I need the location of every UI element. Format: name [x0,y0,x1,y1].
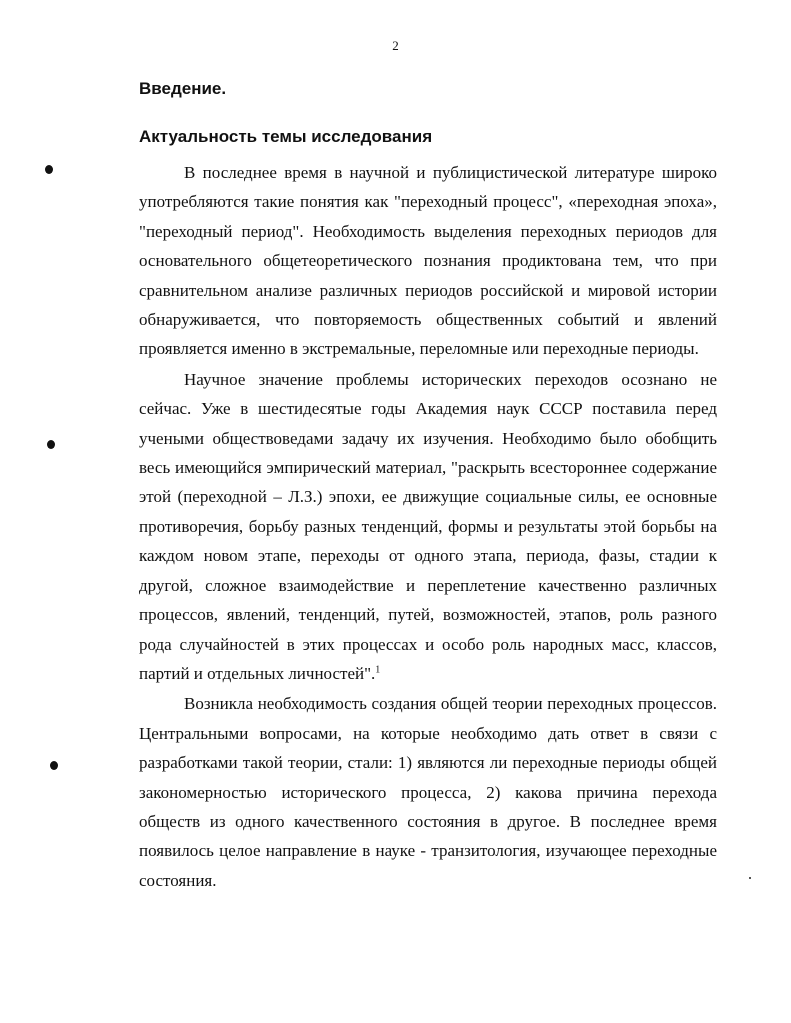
document-body [139,158,717,896]
paragraph-1-text: В последнее время в научной и публицистической литературе широко употребляются такие понятия как "переходный процесс", «переходная эпоха», "переходный период". Необходимость выделения переходных периодов для основательного общетеоретического познания продиктована тем, что при сравнительном анализе различных периодов российской и мировой истории обнаруживается, что повторяемость общественных событий и явлений проявляется именно в экстремальные, переломные или переходные периоды. [139,163,717,359]
subsection-heading-relevance: Актуальность темы исследования [139,127,433,146]
paragraph-2-text: Научное значение проблемы исторических переходов осознано не сейчас. Уже в шестидесятые годы Академия наук СССР поставила перед учеными обществоведами задачу их изучения. Необходимо было обобщить весь имеющийся эмпирический материал, "раскрыть всестороннее содержание этой (переходной – Л.З.) эпохи, ее движущие социальные силы, ее основные противоречия, борьбу разных тенденций, формы и результаты этой борьбы на каждом новом этапе, переходы от одного этапа, периода, фазы, стадии к другой, сложное взаимодействие и переплетение качественно различных процессов, явлений, тенденций, путей, возможностей, этапов, роль разного рода случайностей в этих процессах и особо роль народных масс, классов, партий и отдельных личностей". [139,369,717,683]
margin-bullet-mark [45,165,53,174]
paragraph-3 [139,689,717,895]
section-heading-introduction: Введение. [139,79,227,98]
footnote-reference[interactable]: 1 [375,664,381,676]
margin-bullet-mark [47,440,55,449]
paragraph-1 [139,158,717,364]
scan-speck [749,877,751,879]
margin-bullet-mark [50,761,58,770]
page-number: 2 [392,38,399,53]
paragraph-3-text: Возникла необходимость создания общей теории переходных процессов. Центральными вопросами, на которые необходимо дать ответ в связи с разработками такой теории, стали: 1) являются ли переходные периоды общей закономерностью исторического процесса, 2) какова причина перехода обществ из одного качественного состояния в другое. В последнее время появилось целое направление в науке - транзитология, изучающее переходные состояния. [139,694,717,890]
paragraph-2 [139,365,717,688]
